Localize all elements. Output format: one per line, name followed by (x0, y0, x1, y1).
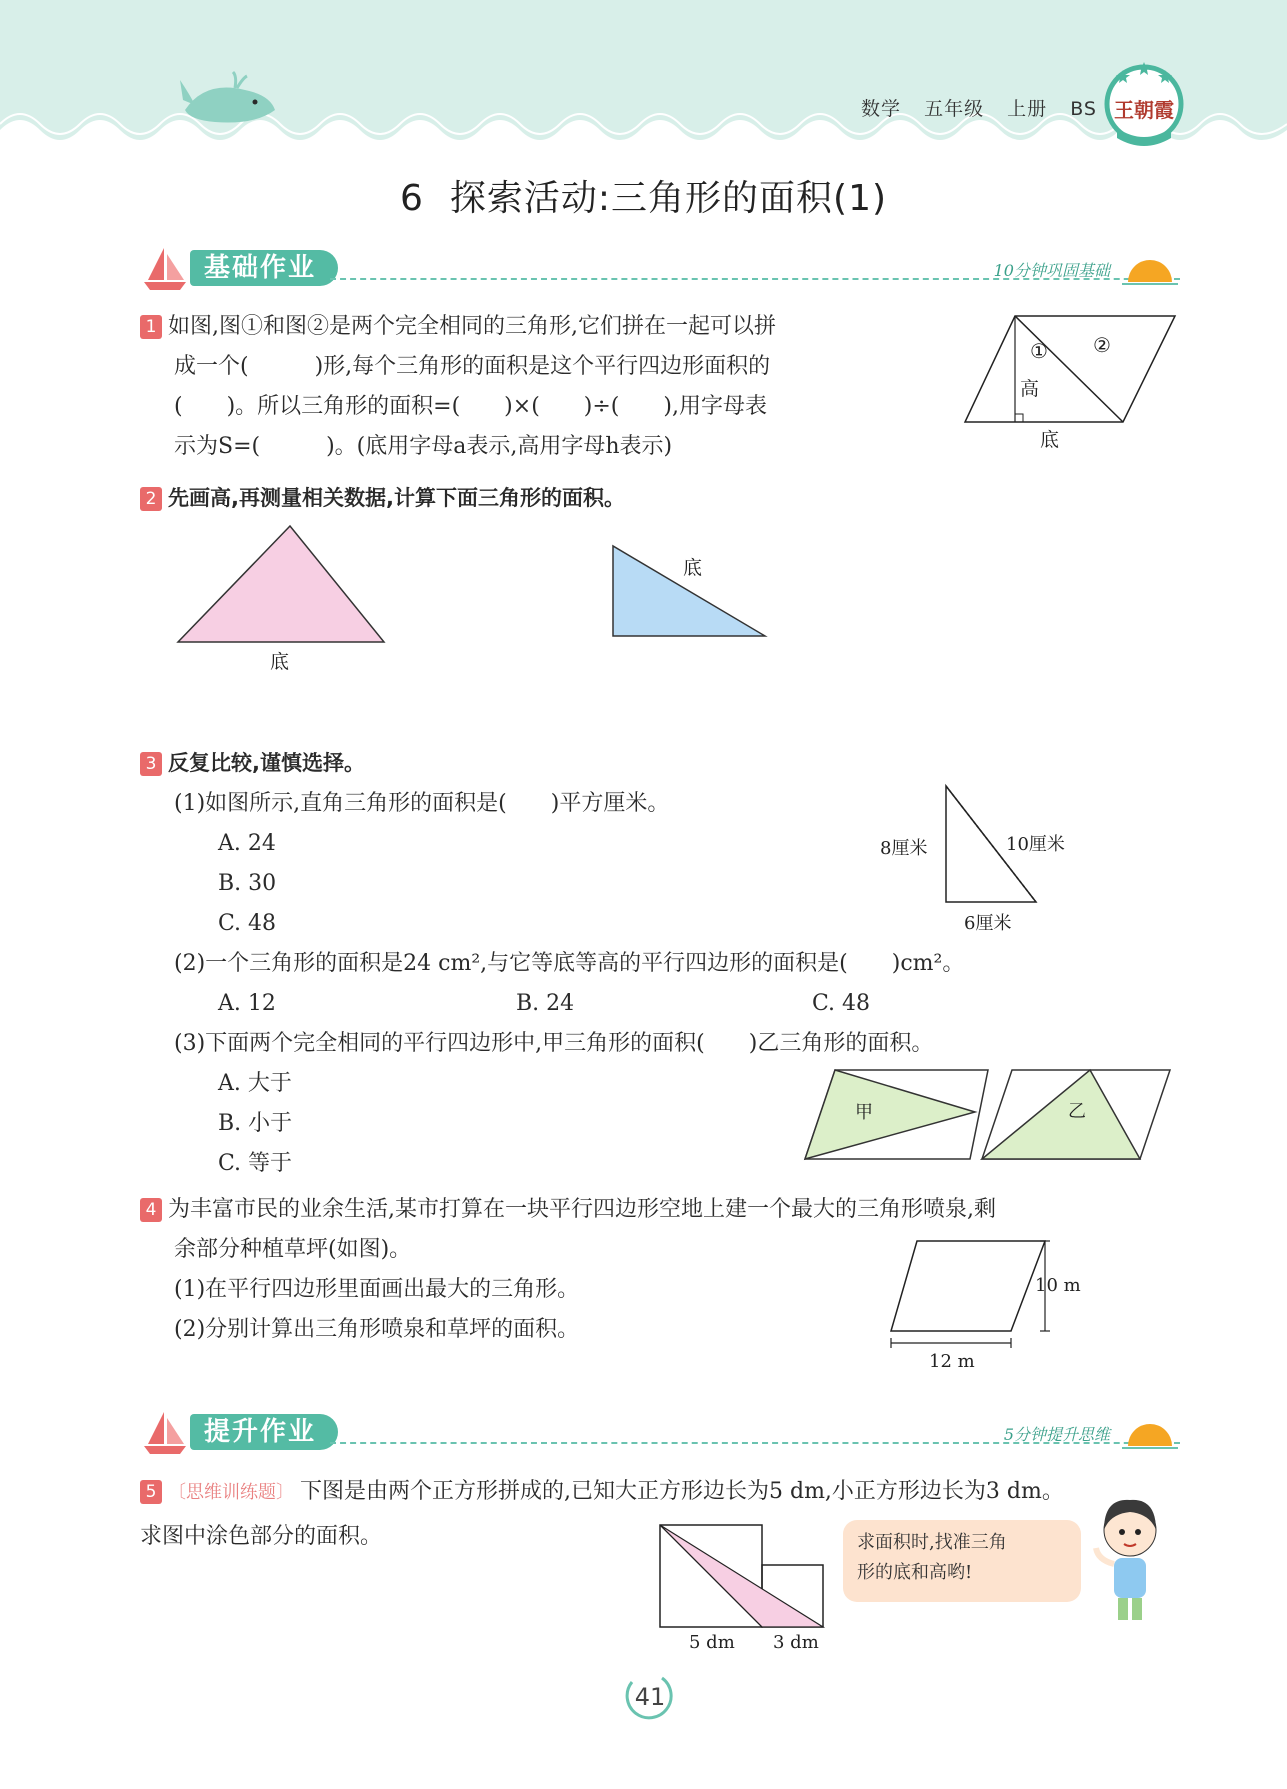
q4-line-1: 为丰富市民的业余生活,某市打算在一块平行四边形空地上建一个最大的三角形喷泉,剩 (168, 1197, 996, 1222)
question-number: 4 (140, 1198, 162, 1222)
q3-yi-label: 乙 (1068, 1101, 1086, 1122)
header-meta (845, 94, 1097, 121)
question-number: 3 (140, 752, 162, 776)
hint-line-2: 形的底和高哟! (857, 1562, 973, 1583)
q3-p3-option-c: C. 等于 (218, 1151, 293, 1176)
section-label-basic: 基础作业 (190, 250, 338, 286)
whale-icon (175, 70, 285, 130)
q3-p3-option-a: A. 大于 (218, 1071, 292, 1096)
q5-line-1: 下图是由两个正方形拼成的,已知大正方形边长为5 dm,小正方形边长为3 dm。 (300, 1479, 1064, 1504)
question-number: 5 (140, 1480, 162, 1504)
question-number: 1 (140, 315, 162, 339)
q3-p2-option-a: A. 12 (218, 991, 276, 1016)
q1-line-1: 如图,图①和图②是两个完全相同的三角形,它们拼在一起可以拼 (168, 314, 776, 339)
page-number: 41 (634, 1683, 666, 1711)
q4-base-label: 12 m (929, 1351, 975, 1372)
q2-base-label-2: 底 (683, 557, 703, 579)
q3-p1-option-c: C. 48 (218, 911, 277, 936)
q4-parallelogram (885, 1235, 1095, 1375)
section-note-basic: 10分钟巩固基础 (993, 261, 1110, 280)
sun-icon (1120, 252, 1180, 288)
q1-base-label: 底 (1040, 429, 1060, 451)
volume: 上册 (1007, 98, 1048, 120)
q2-text: 先画高,再测量相关数据,计算下面三角形的面积。 (168, 486, 625, 510)
q1-label-2: ② (1093, 333, 1111, 357)
q3-right-triangle (870, 780, 1090, 940)
q3-leg-vertical-label: 8厘米 (880, 838, 928, 859)
section-banner-advanced (140, 1408, 1180, 1458)
q3-text: 反复比较,谨慎选择。 (168, 751, 365, 775)
q3-parallelograms (800, 1065, 1175, 1165)
q3-leg-horizontal-label: 6厘米 (964, 913, 1012, 934)
q5-big-side-label: 5 dm (689, 1632, 735, 1653)
question-number: 2 (140, 487, 162, 511)
q1-height-label: 高 (1020, 378, 1040, 400)
sun-icon (1120, 1416, 1180, 1452)
lesson-number: 6 (399, 178, 424, 219)
q4-line-3: (1)在平行四边形里面画出最大的三角形。 (174, 1277, 580, 1302)
q3-p2-option-b: B. 24 (516, 991, 575, 1016)
question-2 (140, 478, 625, 519)
section-banner-basic (140, 244, 1180, 294)
lesson-title: 探索活动:三角形的面积(1) (449, 178, 888, 219)
q5-line-2: 求图中涂色部分的面积。 (140, 1524, 383, 1549)
q1-line-3: ( )。所以三角形的面积=( )×( )÷( ),用字母表 (174, 394, 767, 419)
q1-parallelogram-figure (960, 310, 1180, 460)
q5-small-side-label: 3 dm (773, 1632, 819, 1653)
q3-p1-option-b: B. 30 (218, 871, 277, 896)
q5-tag: 〔思维训练题〕 (168, 1482, 294, 1503)
q1-line-2: 成一个( )形,每个三角形的面积是这个平行四边形面积的 (174, 354, 771, 379)
sailboat-icon (140, 244, 190, 294)
hint-line-1: 求面积时,找准三角 (857, 1532, 1007, 1553)
q3-p2-option-c: C. 48 (812, 991, 871, 1016)
sailboat-icon (140, 1408, 190, 1458)
q3-p2-options (140, 984, 964, 1024)
q3-p1-option-a: A. 24 (218, 831, 276, 856)
section-label-advanced: 提升作业 (190, 1414, 338, 1450)
q2-blue-triangle (605, 540, 775, 640)
section-note-advanced: 5分钟提升思维 (1003, 1425, 1110, 1444)
hint-speech-bubble (843, 1520, 1081, 1602)
q3-part-3: (3)下面两个完全相同的平行四边形中,甲三角形的面积( )乙三角形的面积。 (174, 1031, 934, 1056)
q2-base-label-1: 底 (270, 651, 290, 673)
q3-part-1: (1)如图所示,直角三角形的面积是( )平方厘米。 (174, 791, 670, 816)
q4-line-2: 余部分种植草坪(如图)。 (174, 1237, 412, 1262)
q4-height-label: 10 m (1035, 1275, 1081, 1296)
q3-p3-option-b: B. 小于 (218, 1111, 293, 1136)
question-4 (140, 1190, 996, 1350)
q5-squares-figure (655, 1520, 825, 1655)
page-title (0, 170, 1287, 221)
girl-mascot-icon (1090, 1490, 1170, 1630)
logo-text: 王朝霞 (1114, 98, 1174, 122)
q1-line-4: 示为S=( )。(底用字母a表示,高用字母h表示) (174, 434, 673, 459)
subject: 数学 (861, 98, 902, 120)
q1-label-1: ① (1030, 339, 1048, 363)
q3-part-2: (2)一个三角形的面积是24 cm²,与它等底等高的平行四边形的面积是( )cm²。 (174, 951, 965, 976)
q3-hypotenuse-label: 10厘米 (1006, 834, 1065, 855)
q3-jia-label: 甲 (855, 1102, 873, 1123)
edition: BS (1070, 98, 1097, 120)
grade: 五年级 (924, 98, 985, 120)
q2-pink-triangle (170, 520, 400, 680)
q4-line-4: (2)分别计算出三角形喷泉和草坪的面积。 (174, 1317, 580, 1342)
question-1 (140, 307, 776, 467)
